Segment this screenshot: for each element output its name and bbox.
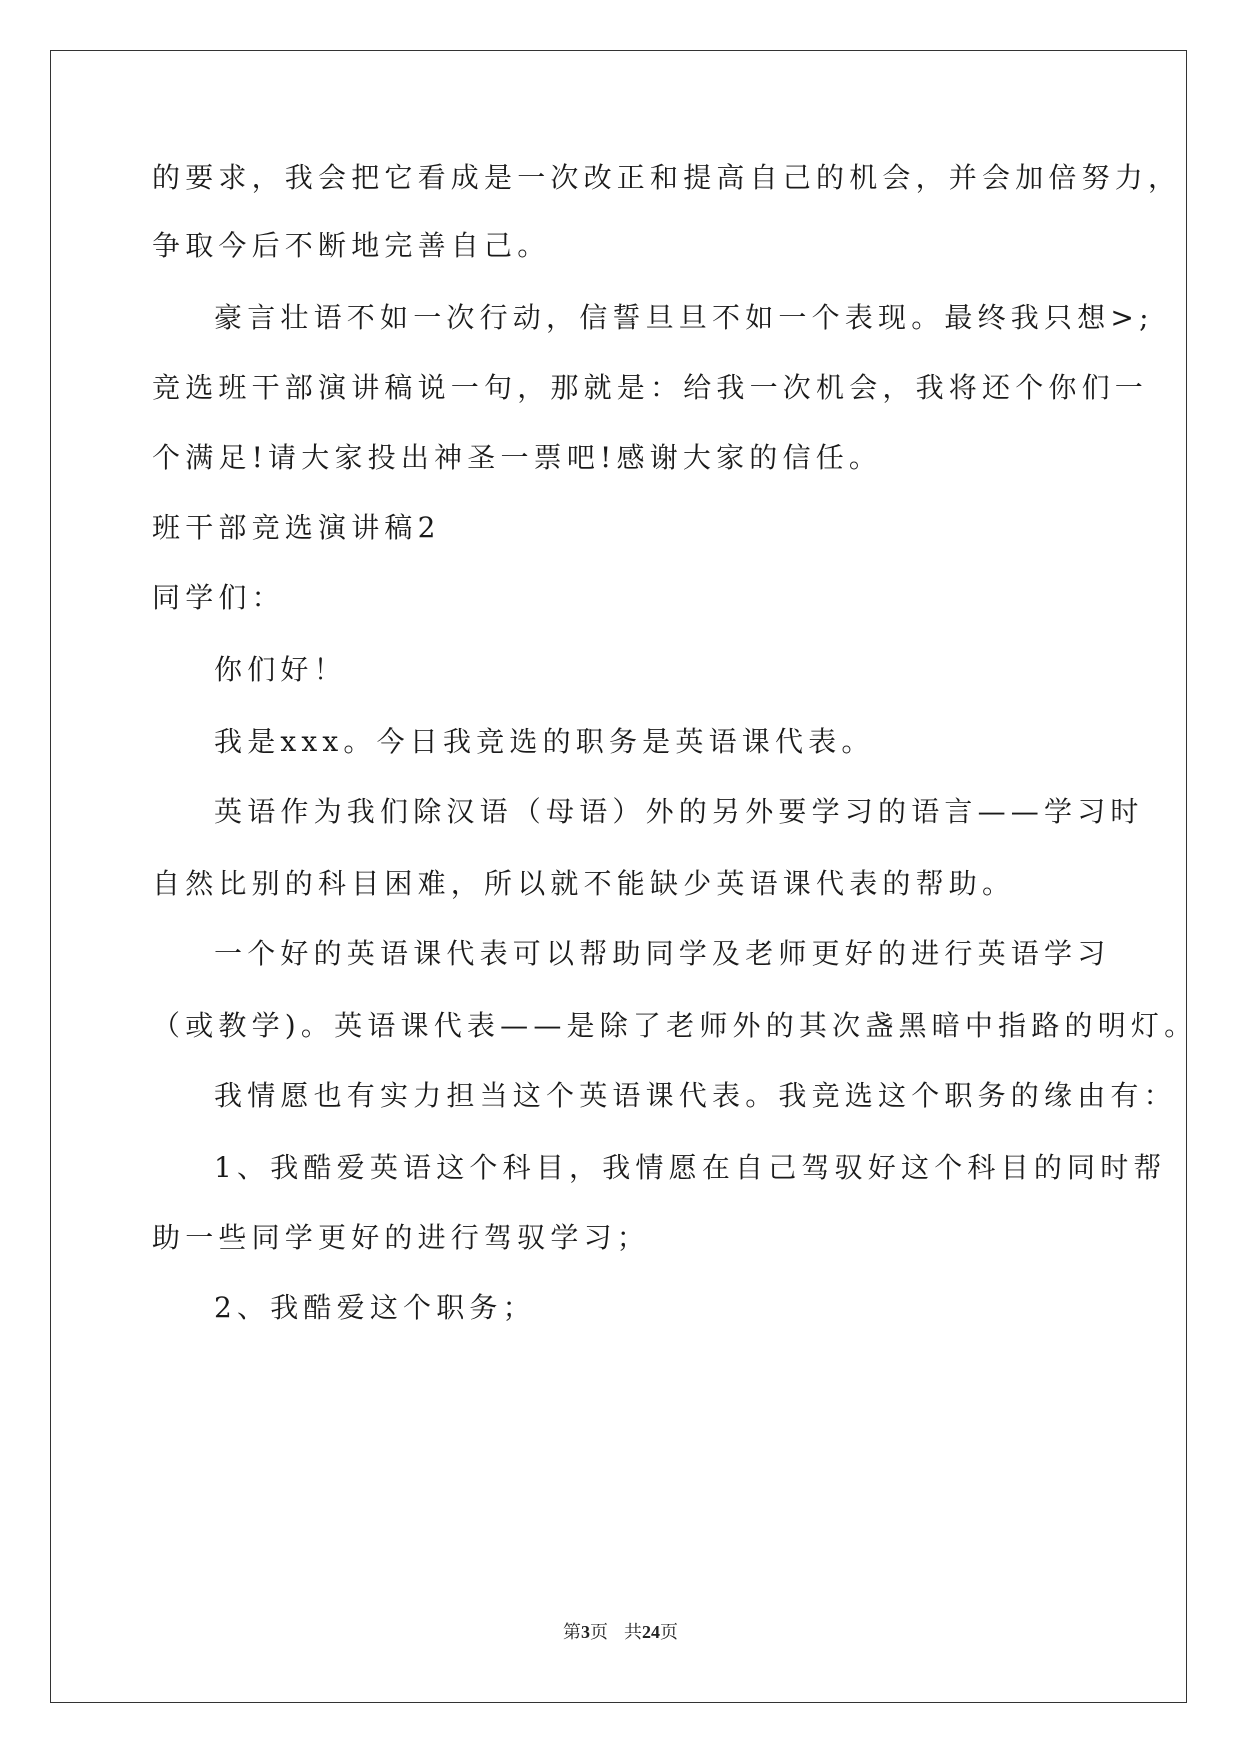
paragraph-line: 我情愿也有实力担当这个英语课代表。我竞选这个职务的缘由有： — [214, 1079, 1177, 1112]
paragraph-line: 自然比别的科目困难，所以就不能缺少英语课代表的帮助。 — [152, 867, 1016, 900]
paragraph-line: 一个好的英语课代表可以帮助同学及老师更好的进行英语学习 — [214, 937, 1111, 970]
paragraph-line: 助一些同学更好的进行驾驭学习； — [152, 1221, 651, 1254]
paragraph-line: 争取今后不断地完善自己。 — [152, 229, 551, 262]
total-suffix: 页 — [660, 1622, 678, 1642]
paragraph-line: 豪言壮语不如一次行动，信誓旦旦不如一个表现。最终我只想>; — [214, 301, 1154, 334]
total-prefix: 共 — [624, 1622, 642, 1642]
paragraph-line: 的要求，我会把它看成是一次改正和提高自己的机会，并会加倍努力， — [152, 161, 1182, 194]
paragraph-line: 竞选班干部演讲稿说一句，那就是：给我一次机会，我将还个你们一 — [152, 371, 1149, 404]
paragraph-line: 个满足!请大家投出神圣一票吧!感谢大家的信任。 — [152, 441, 883, 474]
paragraph-line: 2、我酷爱这个职务； — [214, 1291, 536, 1324]
paragraph-line: 我是xxx。今日我竞选的职务是英语课代表。 — [214, 725, 875, 758]
section-heading: 班干部竞选演讲稿2 — [152, 511, 441, 544]
paragraph-line: （或教学)。英语课代表——是除了老师外的其次盏黑暗中指路的明灯。 — [152, 1009, 1198, 1042]
greeting: 你们好！ — [214, 653, 347, 686]
page-suffix: 页 — [590, 1622, 608, 1642]
page-prefix: 第 — [563, 1622, 581, 1642]
salutation: 同学们： — [152, 581, 285, 614]
page-footer — [0, 1618, 1241, 1644]
paragraph-line: 1、我酷爱英语这个科目，我情愿在自己驾驭好这个科目的同时帮 — [214, 1151, 1167, 1184]
total-pages: 24 — [642, 1622, 660, 1642]
page-number: 3 — [581, 1622, 590, 1642]
paragraph-line: 英语作为我们除汉语（母语）外的另外要学习的语言——学习时 — [214, 795, 1144, 828]
